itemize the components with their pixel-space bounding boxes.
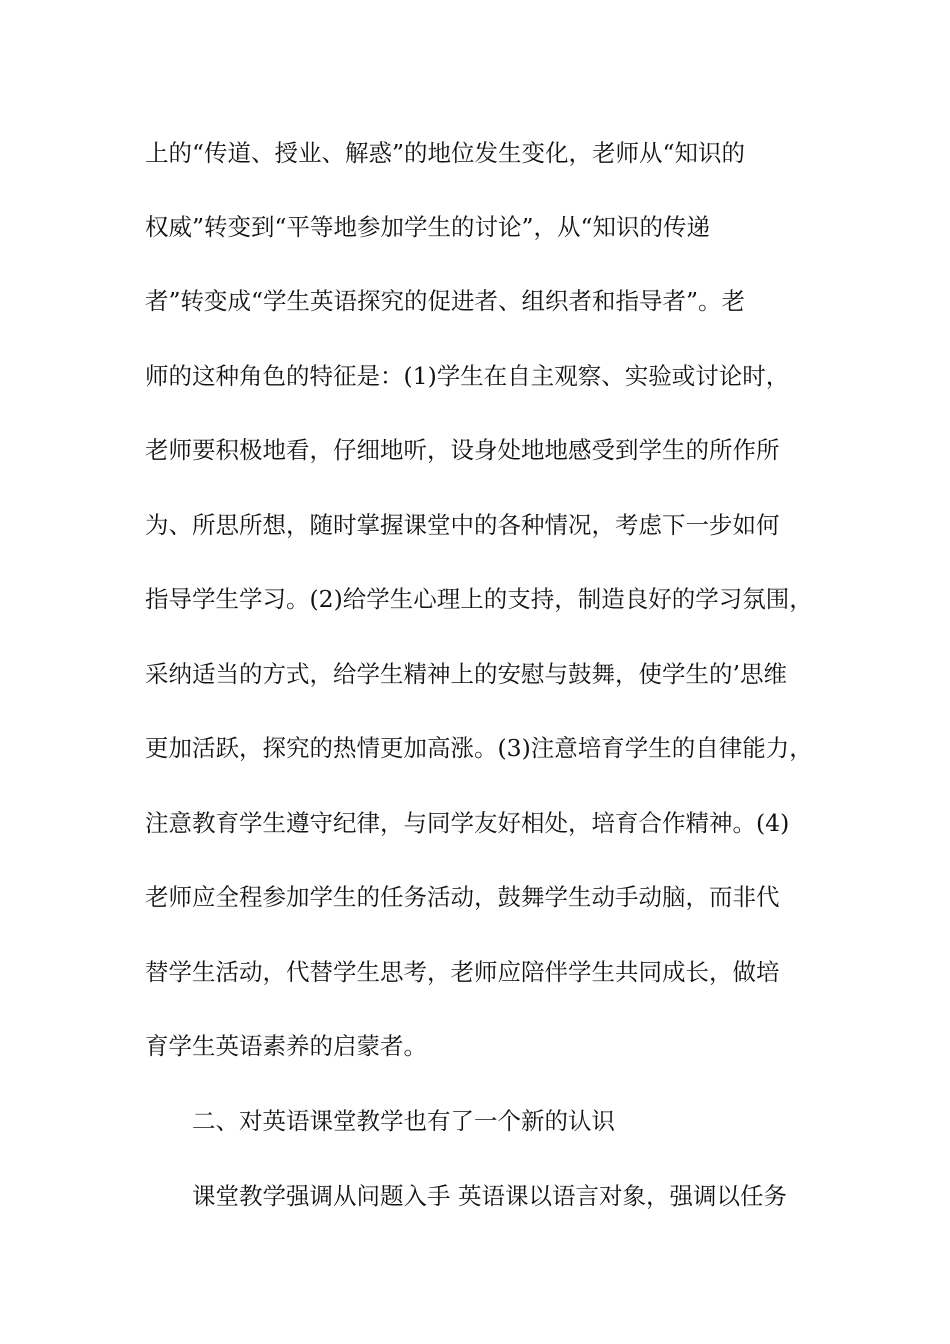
paragraph-line: 师的这种角色的特征是：(1)学生在自主观察、实验或讨论时， xyxy=(145,362,790,390)
paragraph-line: 者”转变成“学生英语探究的促进者、组织者和指导者”。老 xyxy=(145,287,746,315)
paragraph-line: 老师应全程参加学生的任务活动，鼓舞学生动手动脑，而非代 xyxy=(145,883,780,911)
paragraph-line: 上的“传道、授业、解惑”的地位发生变化，老师从“知识的 xyxy=(145,139,746,167)
paragraph-line: 育学生英语素养的启蒙者。 xyxy=(145,1032,427,1060)
paragraph-line: 采纳适当的方式，给学生精神上的安慰与鼓舞，使学生的’思维 xyxy=(145,660,787,688)
paragraph-line: 注意教育学生遵守纪律，与同学友好相处，培育合作精神。(4) xyxy=(145,809,790,837)
paragraph-line: 更加活跃，探究的热情更加高涨。(3)注意培育学生的自律能力， xyxy=(145,734,813,762)
paragraph-line: 替学生活动，代替学生思考，老师应陪伴学生共同成长，做培 xyxy=(145,958,780,986)
section-heading: 二、对英语课堂教学也有了一个新的认识 xyxy=(192,1107,615,1135)
paragraph-line: 课堂教学强调从问题入手 英语课以语言对象，强调以任务 xyxy=(192,1182,787,1210)
paragraph-line: 为、所思所想，随时掌握课堂中的各种情况，考虑下一步如何 xyxy=(145,511,780,539)
paragraph-line: 老师要积极地看，仔细地听，设身处地地感受到学生的所作所 xyxy=(145,436,780,464)
paragraph-line: 指导学生学习。(2)给学生心理上的支持，制造良好的学习氛围， xyxy=(145,585,813,613)
paragraph-line: 权威”转变到“平等地参加学生的讨论”，从“知识的传递 xyxy=(145,213,711,241)
